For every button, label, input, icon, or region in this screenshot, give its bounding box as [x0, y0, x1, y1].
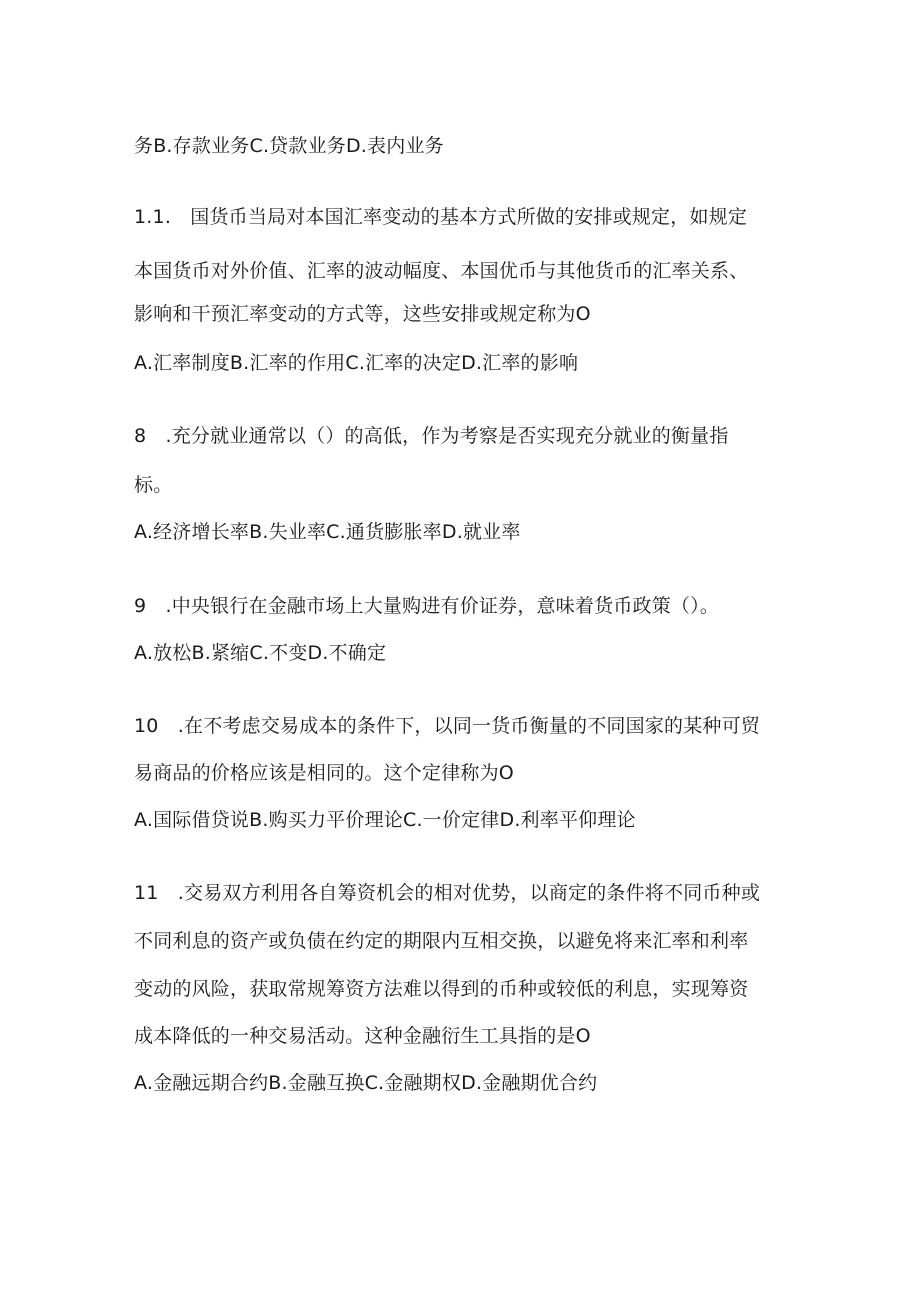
answer-options-line: A.放松B.紧缩C.不变D.不确定 — [134, 642, 387, 664]
question-text-line: 标。 — [134, 474, 173, 496]
answer-options-line: 务B.存款业务C.贷款业务D.表内业务 — [134, 135, 444, 157]
question-text-line: 9 .中央银行在金融市场上大量购进有价证券，意味着货币政策（）。 — [134, 595, 720, 617]
question-text-line: 易商品的价格应该是相同的。这个定律称为O — [134, 762, 514, 784]
answer-options-line: A.金融远期合约B.金融互换C.金融期权D.金融期优合约 — [134, 1072, 598, 1094]
question-text-line: 8 .充分就业通常以（）的高低，作为考察是否实现充分就业的衡量指 — [134, 425, 729, 447]
question-text-line: 成本降低的一种交易活动。这种金融衍生工具指的是O — [134, 1025, 591, 1047]
question-text-line: 不同利息的资产或负债在约定的期限内互相交换，以避免将来汇率和利率 — [134, 930, 749, 952]
answer-options-line: A.国际借贷说B.购买力平价理论C.一价定律D.利率平仰理论 — [134, 809, 636, 831]
question-text-line: 10 .在不考虑交易成本的条件下，以同一货币衡量的不同国家的某种可贸 — [134, 715, 761, 737]
answer-options-line: A.经济增长率B.失业率C.通货膨胀率D.就业率 — [134, 521, 521, 543]
question-text-line: 变动的风险，获取常规筹资方法难以得到的币种或较低的利息，实现筹资 — [134, 978, 749, 1000]
question-text-line: 11 .交易双方利用各自筹资机会的相对优势，以商定的条件将不同币种或 — [134, 882, 761, 904]
question-text-line: 影响和干预汇率变动的方式等，这些安排或规定称为O — [134, 303, 591, 325]
question-text-line: 本国货币对外价值、汇率的波动幅度、本国优币与其他货币的汇率关系、 — [134, 260, 749, 282]
question-text-line: 1.1. 国货币当局对本国汇率变动的基本方式所做的安排或规定，如规定 — [134, 206, 748, 228]
answer-options-line: A.汇率制度B.汇率的作用C.汇率的决定D.汇率的影响 — [134, 352, 579, 374]
